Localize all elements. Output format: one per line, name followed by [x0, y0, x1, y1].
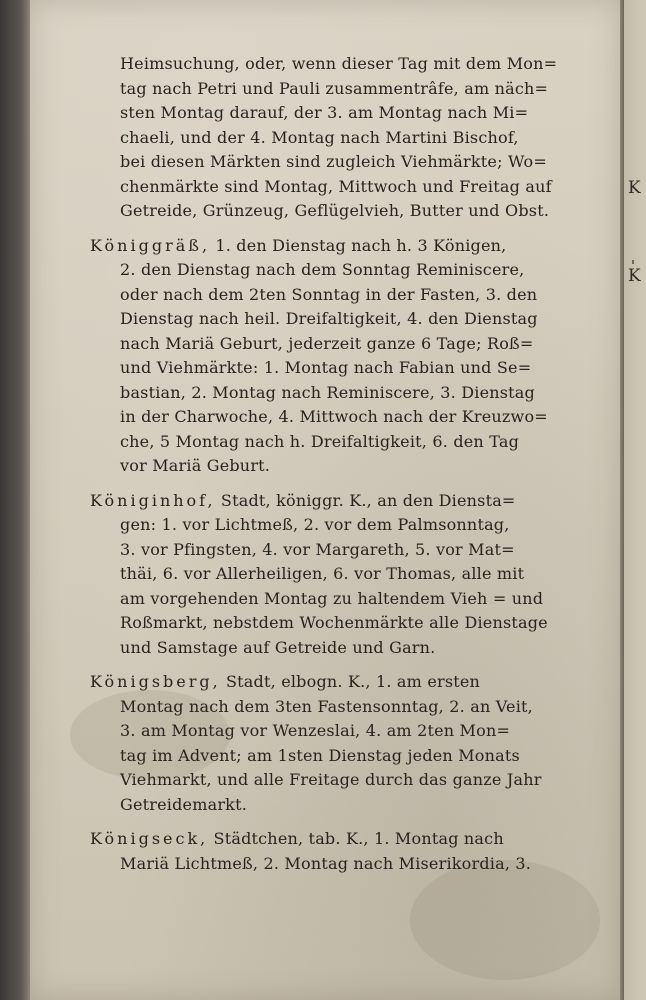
text-line: gen: 1. vor Lichtmeß, 2. vor dem Palmsonntag, [120, 515, 510, 534]
text-line: Städtchen, tab. K., 1. Montag nach [213, 829, 504, 848]
text-line: und Samstage auf Getreide und Garn. [120, 637, 436, 657]
text-line: chenmärkte sind Montag, Mittwoch und Freitag auf [120, 176, 552, 196]
text-line: oder nach dem 2ten Sonntag in der Fasten, 3. den [120, 284, 538, 304]
entry-heading: Königseck, [90, 829, 209, 848]
text-line: thäi, 6. vor Allerheiligen, 6. vor Thomas, alle mit [120, 564, 525, 583]
text-line: Mariä Lichtmeß, 2. Montag nach Miserikordia, 3. [120, 853, 532, 873]
entry-koenigseck [90, 827, 610, 876]
text-line: Viehmarkt, und alle Freitage durch das ganze Jahr [120, 770, 542, 789]
entry-heading: Königinhof, [90, 490, 216, 510]
entry-heading: Königsberg, [90, 672, 221, 691]
text-line: 2. den Dienstag nach dem Sonntag Reminiscere, [120, 260, 525, 279]
text-line: Stadt, königgr. K., an den Diensta= [220, 490, 516, 510]
page-text [90, 52, 610, 886]
text-line: am vorgehenden Montag zu haltendem Vieh = und [120, 588, 544, 608]
text-line: Roßmarkt, nebstdem Wochenmärkte alle Dienstage [120, 613, 548, 632]
entry-koeniggraetz [90, 234, 610, 479]
text-line: und Viehmärkte: 1. Montag nach Fabian und Se= [120, 358, 532, 377]
entry-koeniginhof [90, 489, 610, 661]
text-line: bei diesen Märkten sind zugleich Viehmärkte; Wo= [120, 152, 547, 171]
next-page-fragment: K [628, 266, 641, 286]
text-line: sten Montag darauf, der 3. am Montag nach Mi= [120, 103, 529, 122]
text-line: Heimsuchung, oder, wenn dieser Tag mit dem Mon= [120, 54, 558, 73]
text-line: nach Mariä Geburt, jederzeit ganze 6 Tage; Roß= [120, 333, 534, 353]
text-line: che, 5 Montag nach h. Dreifaltigkeit, 6. den Tag [120, 431, 520, 451]
book-binding-shadow [0, 0, 30, 1000]
entry-koenigsberg [90, 670, 610, 817]
text-line: Stadt, elbogn. K., 1. am ersten [226, 672, 481, 691]
text-line: Montag nach dem 3ten Fastensonntag, 2. an Veit, [120, 696, 533, 716]
entry-first-line [90, 827, 610, 852]
book-page [30, 0, 620, 1000]
text-line: Getreide, Grünzeug, Geflügelvieh, Butter und Obst. [120, 201, 550, 220]
text-line: tag nach Petri und Pauli zusammentrâfe, am näch= [120, 78, 549, 98]
text-line: bastian, 2. Montag nach Reminiscere, 3. Dienstag [120, 382, 535, 402]
next-page-edge [624, 0, 646, 1000]
entry-heading: Königgräß, [90, 235, 211, 255]
text-line: Dienstag nach heil. Dreifaltigkeit, 4. den Dienstag [120, 309, 538, 328]
text-line: Getreidemarkt. [120, 794, 247, 814]
entry-continuation [90, 52, 610, 224]
entry-first-line [90, 489, 610, 514]
text-line: 3. am Montag vor Wenzeslai, 4. am 2ten Mon= [120, 721, 511, 740]
text-line: in der Charwoche, 4. Mittwoch nach der Kreuzwo= [120, 407, 548, 426]
text-line: 1. den Dienstag nach h. 3 Königen, [215, 235, 507, 255]
next-page-rule [632, 260, 634, 264]
text-line: vor Mariä Geburt. [120, 456, 271, 475]
text-line: tag im Advent; am 1sten Dienstag jeden Monats [120, 745, 520, 765]
next-page-fragment: K [628, 178, 641, 198]
entry-first-line [90, 670, 610, 695]
entry-first-line [90, 234, 610, 259]
text-line: chaeli, und der 4. Montag nach Martini Bischof, [120, 127, 519, 147]
text-line: 3. vor Pfingsten, 4. vor Margareth, 5. vor Mat= [120, 539, 515, 559]
